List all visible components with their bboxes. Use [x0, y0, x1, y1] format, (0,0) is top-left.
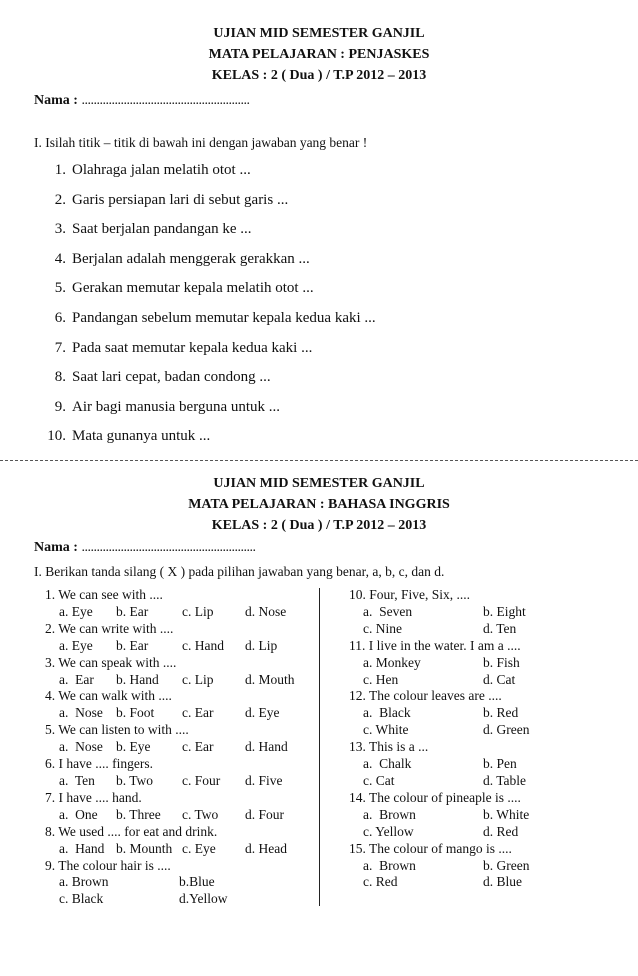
section1-title: UJIAN MID SEMESTER GANJIL — [213, 26, 425, 41]
mc-option[interactable]: a. Chalk — [363, 756, 412, 772]
question-text: Saat lari cepat, badan condong ... — [72, 369, 271, 386]
mc-option[interactable]: b. Hand — [116, 671, 159, 687]
mc-options — [45, 874, 315, 891]
mc-option[interactable]: a. Ear — [59, 671, 94, 687]
section1-question-list — [40, 156, 376, 452]
question-text: Pandangan sebelum memutar kepala kedua kaki ... — [72, 309, 376, 326]
mc-option[interactable]: c. White — [363, 722, 409, 738]
mc-option[interactable]: a. Ten — [59, 772, 95, 788]
mc-option[interactable]: b. White — [483, 806, 530, 822]
mc-option[interactable]: a. Eye — [59, 637, 93, 653]
mc-option[interactable]: c. Ear — [182, 705, 214, 721]
question-text: Mata gunanya untuk ... — [72, 428, 211, 445]
mc-option[interactable]: a. Brown — [363, 806, 416, 822]
mc-question: 12. The colour leaves are .... — [349, 688, 502, 704]
mc-option[interactable]: c. Red — [363, 874, 398, 890]
question-text: Berjalan adalah menggerak gerakkan ... — [72, 250, 310, 267]
question-item — [40, 393, 376, 423]
question-number: 1. — [54, 162, 66, 178]
mc-option[interactable]: d. Lip — [245, 637, 278, 653]
mc-option[interactable]: d. Cat — [483, 671, 516, 687]
mc-option[interactable]: a. Brown — [363, 857, 416, 873]
question-item — [40, 186, 376, 216]
mc-question: 5. We can listen to with .... — [45, 722, 189, 738]
mc-option[interactable]: a. Monkey — [363, 654, 421, 670]
section1-nama — [34, 93, 249, 109]
mc-option[interactable]: c. Lip — [182, 603, 214, 619]
mc-options — [45, 891, 315, 908]
mc-option[interactable]: a. Hand — [59, 840, 105, 856]
mc-options — [45, 841, 315, 858]
section2-class: KELAS : 2 ( Dua ) / T.P 2012 – 2013 — [211, 518, 427, 533]
question-number: 3. — [54, 221, 66, 238]
mc-option[interactable]: b. Ear — [116, 637, 149, 653]
mc-option[interactable]: b. Fish — [483, 654, 520, 670]
mc-options — [45, 773, 315, 790]
mc-question: 11. I live in the water. I am a .... — [349, 637, 521, 653]
mc-option[interactable]: d. Mouth — [245, 671, 295, 687]
question-item — [40, 334, 376, 364]
question-number: 4. — [54, 250, 66, 267]
mc-option[interactable]: a. One — [59, 806, 98, 822]
question-text: Saat berjalan pandangan ke ... — [72, 221, 252, 238]
question-item — [40, 363, 376, 393]
mc-option[interactable]: d. Green — [483, 722, 530, 738]
mc-options — [349, 604, 563, 621]
mc-option[interactable]: c. Yellow — [363, 823, 414, 839]
nama-label: Nama : — [34, 93, 78, 108]
question-item — [40, 422, 376, 452]
mc-option[interactable]: b. Pen — [483, 756, 517, 772]
mc-question: 6. I have .... fingers. — [45, 756, 153, 772]
mc-question: 14. The colour of pineaple is .... — [349, 789, 521, 805]
mc-option[interactable]: c. Cat — [363, 772, 395, 788]
mc-question: 2. We can write with .... — [45, 620, 174, 636]
mc-option[interactable]: d. Eye — [245, 705, 280, 721]
mc-question: 9. The colour hair is .... — [45, 857, 171, 873]
mc-option[interactable]: b.Blue — [179, 874, 215, 890]
mc-option[interactable]: a. Nose — [59, 705, 103, 721]
mc-options — [349, 722, 563, 739]
section2-nama — [34, 540, 255, 556]
mc-option[interactable]: c. Ear — [182, 739, 214, 755]
mc-option[interactable]: d. Red — [483, 823, 519, 839]
mc-options — [349, 874, 563, 891]
mc-options — [45, 739, 315, 756]
mc-option[interactable]: b. Ear — [116, 603, 149, 619]
mc-option[interactable]: a. Brown — [59, 874, 109, 890]
mc-option[interactable]: d. Table — [483, 772, 527, 788]
mc-option[interactable]: d. Ten — [483, 620, 517, 636]
mc-options — [45, 604, 315, 621]
question-item — [40, 156, 376, 186]
question-number: 2. — [54, 191, 66, 208]
mc-option[interactable]: b. Mounth — [116, 840, 173, 856]
mc-question: 8. We used .... for eat and drink. — [45, 823, 218, 839]
question-number: 7. — [54, 339, 66, 356]
section2-instruction: I. Berikan tanda silang ( X ) pada pilihan jawaban yang benar, a, b, c, dan d. — [34, 564, 445, 579]
mc-option[interactable]: d. Five — [245, 772, 283, 788]
mc-option[interactable]: c. Eye — [182, 840, 216, 856]
question-number: 10. — [47, 428, 66, 445]
question-number: 5. — [54, 280, 66, 297]
mc-question: 13. This is a ... — [349, 739, 429, 755]
mc-options — [349, 807, 563, 824]
question-text: Olahraga jalan melatih otot ... — [72, 162, 251, 178]
question-item — [40, 274, 376, 304]
mc-question: 7. I have .... hand. — [45, 789, 142, 805]
mc-options — [349, 655, 563, 672]
mc-options — [349, 705, 563, 722]
mc-option[interactable]: d. Hand — [245, 739, 288, 755]
question-item — [40, 215, 376, 245]
mc-option[interactable]: c. Black — [59, 891, 104, 907]
mc-option[interactable]: b. Green — [483, 857, 530, 873]
question-text: Air bagi manusia berguna untuk ... — [72, 398, 281, 415]
question-number: 6. — [54, 309, 66, 326]
mc-option[interactable]: c. Hen — [363, 671, 399, 687]
mc-option[interactable]: c. Two — [182, 806, 219, 822]
mc-option[interactable]: d. Head — [245, 840, 287, 856]
mc-option[interactable]: c. Nine — [363, 620, 402, 636]
mc-option[interactable]: d. Blue — [483, 874, 522, 890]
question-number: 8. — [54, 369, 66, 386]
section2-right-column — [349, 587, 563, 891]
mc-option[interactable]: c. Hand — [182, 637, 224, 653]
mc-options — [349, 773, 563, 790]
mc-option[interactable]: b. Eye — [116, 739, 151, 755]
question-item — [40, 304, 376, 334]
question-text: Gerakan memutar kepala melatih otot ... — [72, 280, 314, 297]
nama-field[interactable]: ........................................................ — [81, 93, 250, 108]
mc-option[interactable]: b. Red — [483, 705, 519, 721]
mc-option[interactable]: c. Lip — [182, 671, 214, 687]
section2-left-column — [45, 587, 315, 908]
mc-options — [45, 672, 315, 689]
mc-options — [349, 858, 563, 875]
nama-label: Nama : — [34, 540, 78, 555]
mc-option[interactable]: a. Black — [363, 705, 411, 721]
mc-options — [45, 705, 315, 722]
mc-option[interactable]: b. Two — [116, 772, 154, 788]
question-text: Pada saat memutar kepala kedua kaki ... — [72, 339, 313, 356]
mc-options — [349, 621, 563, 638]
question-text: Garis persiapan lari di sebut garis ... — [72, 191, 289, 208]
mc-question: 10. Four, Five, Six, .... — [349, 587, 470, 602]
mc-option[interactable]: d. Nose — [245, 603, 287, 619]
mc-options — [349, 756, 563, 773]
column-divider — [319, 588, 320, 906]
section-divider — [0, 460, 638, 461]
mc-option[interactable]: d. Four — [245, 806, 285, 822]
mc-options — [45, 807, 315, 824]
mc-option[interactable]: b. Eight — [483, 603, 526, 619]
section1-subject: MATA PELAJARAN : PENJASKES — [208, 47, 430, 62]
mc-options — [45, 638, 315, 655]
mc-options — [349, 672, 563, 689]
section2-title: UJIAN MID SEMESTER GANJIL — [213, 476, 425, 491]
mc-options — [349, 824, 563, 841]
mc-option[interactable]: a. Nose — [59, 739, 103, 755]
mc-option[interactable]: a. Seven — [363, 603, 413, 619]
mc-option[interactable]: b. Foot — [116, 705, 155, 721]
mc-option[interactable]: d.Yellow — [179, 891, 228, 907]
mc-question: 1. We can see with .... — [45, 587, 163, 602]
mc-question: 3. We can speak with .... — [45, 654, 177, 670]
section1-class: KELAS : 2 ( Dua ) / T.P 2012 – 2013 — [211, 68, 427, 83]
mc-question: 15. The colour of mango is .... — [349, 840, 512, 856]
question-number: 9. — [54, 398, 66, 415]
section1-instruction: I. Isilah titik – titik di bawah ini dengan jawaban yang benar ! — [34, 135, 368, 150]
mc-option[interactable]: b. Three — [116, 806, 161, 822]
question-item — [40, 245, 376, 275]
mc-question: 4. We can walk with .... — [45, 688, 172, 704]
mc-option[interactable]: c. Four — [182, 772, 221, 788]
nama-field[interactable]: .......................................................... — [81, 540, 256, 555]
mc-option[interactable]: a. Eye — [59, 603, 93, 619]
section2-subject: MATA PELAJARAN : BAHASA INGGRIS — [188, 497, 450, 512]
